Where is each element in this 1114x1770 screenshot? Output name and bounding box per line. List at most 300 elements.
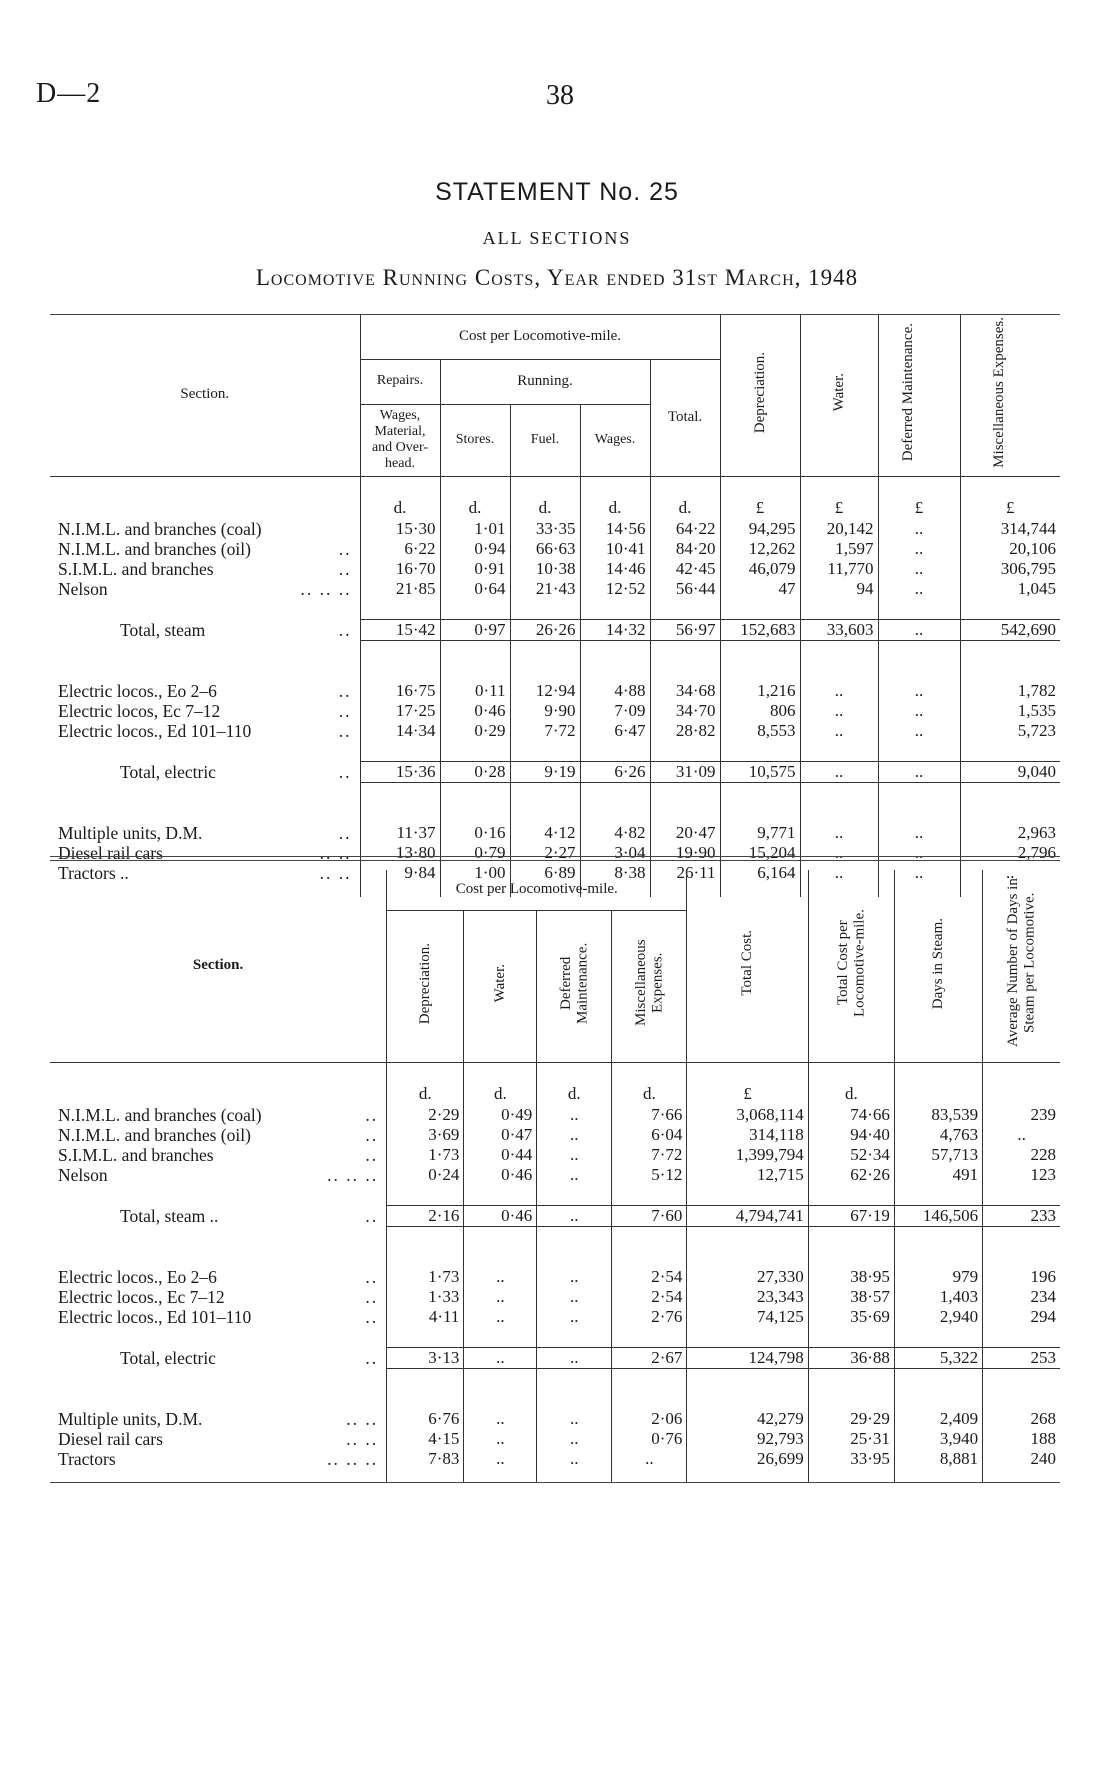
table-cell: 33,603 [800, 619, 878, 640]
table-cell: 7·66 [612, 1105, 687, 1125]
table-cell: 33·95 [808, 1449, 894, 1469]
table-cell: 52·34 [808, 1145, 894, 1165]
table-cell: 0·49 [464, 1105, 537, 1125]
table-cell: 12,715 [687, 1165, 808, 1185]
table-cell: 0·94 [440, 539, 510, 559]
misc-expenses-header: Miscellaneous Expenses. [960, 314, 1060, 476]
table-cell: 806 [720, 701, 800, 721]
running-costs-table-1 [50, 314, 1060, 897]
table-row [50, 823, 1060, 843]
table-row [50, 559, 1060, 579]
table-cell: .. [537, 1205, 612, 1226]
unit-label: £ [720, 497, 800, 519]
table-row [50, 1267, 1060, 1287]
table-cell: 19·90 [650, 843, 720, 863]
table-cell: 1·01 [440, 519, 510, 539]
unit-label: d. [510, 497, 580, 519]
table-cell: 31·09 [650, 761, 720, 782]
row-label: Multiple units, D.M. .. .. [50, 1409, 387, 1429]
table-cell: 46,079 [720, 559, 800, 579]
table-cell: 83,539 [894, 1105, 982, 1125]
table-cell: 314,744 [960, 519, 1060, 539]
unit-label: d. [360, 497, 440, 519]
table-row [50, 1165, 1060, 1185]
table-cell: 34·68 [650, 681, 720, 701]
row-label: Electric locos, Ec 7–12 .. [50, 701, 360, 721]
table-row [50, 1449, 1060, 1469]
table-cell: 188 [983, 1429, 1060, 1449]
table-cell: 123 [983, 1165, 1060, 1185]
table-cell: .. [983, 1125, 1060, 1145]
table-cell: 2·29 [387, 1105, 464, 1125]
table-cell: 2,963 [960, 823, 1060, 843]
table-cell: 15·42 [360, 619, 440, 640]
table-cell: .. [878, 721, 960, 741]
table-cell: .. [878, 843, 960, 863]
table-row [50, 721, 1060, 741]
table-cell: 979 [894, 1267, 982, 1287]
leader-dots: .. [338, 619, 352, 640]
unit-label: £ [687, 1083, 808, 1105]
table-cell: 2·67 [612, 1347, 687, 1368]
table-row [50, 681, 1060, 701]
units-row [50, 497, 1060, 519]
table-cell: .. [800, 721, 878, 741]
table-cell: .. [537, 1267, 612, 1287]
table-cell: .. [464, 1307, 537, 1327]
row-label: Electric locos., Eo 2–6 .. [50, 1267, 387, 1287]
table-cell: .. [537, 1105, 612, 1125]
table-cell: 35·69 [808, 1307, 894, 1327]
table-cell: .. [537, 1429, 612, 1449]
table-cell: 152,683 [720, 619, 800, 640]
table-cell: 33·35 [510, 519, 580, 539]
table-cell: 9·84 [360, 863, 440, 883]
table-cell: .. [464, 1347, 537, 1368]
table-cell: 6·26 [580, 761, 650, 782]
table-cell: .. [464, 1409, 537, 1429]
table-cell: 1,597 [800, 539, 878, 559]
unit-label [894, 1083, 982, 1105]
table-cell: 16·70 [360, 559, 440, 579]
separator-rule-b [50, 860, 1060, 861]
table-cell: 124,798 [687, 1347, 808, 1368]
table-cell: 13·80 [360, 843, 440, 863]
table-cell: 8,881 [894, 1449, 982, 1469]
table-cell: 0·46 [464, 1165, 537, 1185]
table-cell: 38·57 [808, 1287, 894, 1307]
table-cell: 6·89 [510, 863, 580, 883]
table-cell: 4·11 [387, 1307, 464, 1327]
leader-dots: .. .. .. [327, 1164, 379, 1185]
leader-dots: .. [338, 700, 352, 721]
table-cell: .. [800, 681, 878, 701]
table-cell: 2·76 [612, 1307, 687, 1327]
row-label: Tractors .. .. .. [50, 863, 360, 883]
total-header: Total. [650, 359, 720, 476]
depreciation-header-2: Depreciation. [387, 910, 464, 1062]
table-cell: 38·95 [808, 1267, 894, 1287]
table-cell: .. [878, 761, 960, 782]
table-cell: 306,795 [960, 559, 1060, 579]
row-label: N.I.M.L. and branches (oil) .. [50, 1125, 387, 1145]
table-cell: 253 [983, 1347, 1060, 1368]
table-cell: 7·60 [612, 1205, 687, 1226]
table-row [50, 1307, 1060, 1327]
table-cell: 6,164 [720, 863, 800, 883]
row-label: Electric locos., Ec 7–12 .. [50, 1287, 387, 1307]
avg-days-header: Average Number of Days in Steam per Locomotive. [983, 870, 1060, 1062]
water-header-2: Water. [464, 910, 537, 1062]
wages-header: Wages. [580, 404, 650, 476]
deferred-maintenance-header-2: Deferred Maintenance. [537, 910, 612, 1062]
table-cell: 7·72 [612, 1145, 687, 1165]
table-cell: 2,940 [894, 1307, 982, 1327]
table-cell: 14·46 [580, 559, 650, 579]
row-label: N.I.M.L. and branches (oil) .. [50, 539, 360, 559]
table-cell: .. [878, 519, 960, 539]
table-cell: 491 [894, 1165, 982, 1185]
table-cell: 4·15 [387, 1429, 464, 1449]
table-cell: 1·73 [387, 1267, 464, 1287]
table-cell: 25·31 [808, 1429, 894, 1449]
table-cell: 12,262 [720, 539, 800, 559]
table-cell: 268 [983, 1409, 1060, 1429]
table-cell: 8,553 [720, 721, 800, 741]
table-cell: .. [612, 1449, 687, 1469]
leader-dots: .. .. [346, 1428, 379, 1449]
row-label: Diesel rail cars .. .. [50, 843, 360, 863]
table-2-body [50, 1062, 1060, 1483]
table-cell: 1,782 [960, 681, 1060, 701]
table-cell: 12·94 [510, 681, 580, 701]
table-cell: 3,068,114 [687, 1105, 808, 1125]
table-cell: .. [960, 863, 1060, 883]
table-cell: 4·12 [510, 823, 580, 843]
table-cell: 0·91 [440, 559, 510, 579]
table-cell: .. [464, 1429, 537, 1449]
total-row [50, 619, 1060, 640]
table-cell: 20,106 [960, 539, 1060, 559]
table-cell: 7·83 [387, 1449, 464, 1469]
table-cell: 21·85 [360, 579, 440, 599]
cost-per-mile-header: Cost per Locomotive-mile. [360, 314, 720, 359]
row-label: Electric locos., Eo 2–6 .. [50, 681, 360, 701]
table-cell: 16·75 [360, 681, 440, 701]
table-cell: .. [537, 1307, 612, 1327]
table-cell: 2·54 [612, 1287, 687, 1307]
table-cell: 234 [983, 1287, 1060, 1307]
unit-label: d. [537, 1083, 612, 1105]
table-cell: 0·46 [440, 701, 510, 721]
deferred-maintenance-header: Deferred Maintenance. [878, 314, 960, 476]
table-cell: 17·25 [360, 701, 440, 721]
table-cell: 20,142 [800, 519, 878, 539]
table-cell: 84·20 [650, 539, 720, 559]
table-cell: 1,403 [894, 1287, 982, 1307]
table-cell: .. [800, 843, 878, 863]
table-cell: 1·00 [440, 863, 510, 883]
stores-header: Stores. [440, 404, 510, 476]
leader-dots: .. .. .. [327, 1448, 379, 1469]
leader-dots: .. [338, 680, 352, 701]
table-cell: 11,770 [800, 559, 878, 579]
table-cell: 196 [983, 1267, 1060, 1287]
fuel-header: Fuel. [510, 404, 580, 476]
table-cell: 239 [983, 1105, 1060, 1125]
table-cell: 15,204 [720, 843, 800, 863]
table-cell: 6·04 [612, 1125, 687, 1145]
table-cell: 3,940 [894, 1429, 982, 1449]
table-cell: .. [537, 1347, 612, 1368]
table-cell: 64·22 [650, 519, 720, 539]
unit-label [983, 1083, 1060, 1105]
table-cell: 6·47 [580, 721, 650, 741]
table-cell: 2,409 [894, 1409, 982, 1429]
table-cell: .. [537, 1145, 612, 1165]
table-cell: 7·09 [580, 701, 650, 721]
running-header: Running. [440, 359, 650, 404]
table-cell: .. [464, 1267, 537, 1287]
table-cell: 94·40 [808, 1125, 894, 1145]
table-cell: 0·29 [440, 721, 510, 741]
table-row [50, 519, 1060, 539]
unit-label: d. [808, 1083, 894, 1105]
table-cell: 0·79 [440, 843, 510, 863]
table-cell: .. [878, 823, 960, 843]
table-row [50, 539, 1060, 559]
row-label: N.I.M.L. and branches (coal) [58, 518, 262, 539]
leader-dots: .. [365, 1306, 379, 1327]
leader-dots: .. [365, 1266, 379, 1287]
leader-dots: .. [365, 1144, 379, 1165]
table-cell: 0·97 [440, 619, 510, 640]
table-cell: 28·82 [650, 721, 720, 741]
table-cell: 0·76 [612, 1429, 687, 1449]
table-cell: .. [878, 619, 960, 640]
section-header: Section. [50, 314, 360, 476]
table-cell: 29·29 [808, 1409, 894, 1429]
table-cell: 1,045 [960, 579, 1060, 599]
table-cell: 36·88 [808, 1347, 894, 1368]
table-cell: 26·11 [650, 863, 720, 883]
table-cell: 47 [720, 579, 800, 599]
table-cell: .. [800, 701, 878, 721]
table-cell: 2·16 [387, 1205, 464, 1226]
table-cell: 0·44 [464, 1145, 537, 1165]
sections-heading: ALL SECTIONS [482, 228, 632, 248]
row-label: Nelson .. .. .. [50, 1165, 387, 1185]
table-cell: 2·06 [612, 1409, 687, 1429]
row-label: Total, electric .. [50, 761, 360, 782]
repairs-header: Repairs. [360, 359, 440, 404]
table-cell: 9·19 [510, 761, 580, 782]
table-cell: .. [537, 1165, 612, 1185]
units-row [50, 1083, 1060, 1105]
row-label: Total, electric .. [50, 1347, 387, 1368]
table-cell: 3·04 [580, 843, 650, 863]
table-cell: 14·32 [580, 619, 650, 640]
leader-dots: .. [338, 538, 352, 559]
unit-label: d. [612, 1083, 687, 1105]
table-cell: 42·45 [650, 559, 720, 579]
table-cell: 294 [983, 1307, 1060, 1327]
section-header-2: Section. [50, 870, 387, 1062]
table-cell: 233 [983, 1205, 1060, 1226]
wages-material-header: Wages, Material, and Over-head. [360, 404, 440, 476]
table-cell: .. [800, 863, 878, 883]
table-cell: 0·24 [387, 1165, 464, 1185]
table-cell: 10,575 [720, 761, 800, 782]
table-row [50, 1409, 1060, 1429]
table-cell: 146,506 [894, 1205, 982, 1226]
statement-title: STATEMENT No. 25 [435, 178, 679, 206]
table-cell: 0·11 [440, 681, 510, 701]
table-cell: 7·72 [510, 721, 580, 741]
table-cell: 5,723 [960, 721, 1060, 741]
leader-dots: .. [338, 720, 352, 741]
unit-label: £ [960, 497, 1060, 519]
table-cell: 240 [983, 1449, 1060, 1469]
row-label: Electric locos., Ed 101–110 .. [50, 1307, 387, 1327]
table-cell: 67·19 [808, 1205, 894, 1226]
table-cell: 4·88 [580, 681, 650, 701]
table-cell: .. [878, 863, 960, 883]
table-cell: 14·34 [360, 721, 440, 741]
table-cell: 74,125 [687, 1307, 808, 1327]
row-label: Total, steam .. .. [50, 1205, 387, 1226]
table-cell: .. [464, 1287, 537, 1307]
table-cell: 0·47 [464, 1125, 537, 1145]
unit-label: £ [878, 497, 960, 519]
leader-dots: .. .. [319, 842, 352, 863]
table-cell: .. [878, 701, 960, 721]
table-cell: 34·70 [650, 701, 720, 721]
table-cell: 12·52 [580, 579, 650, 599]
leader-dots: .. .. [319, 862, 352, 883]
unit-label: £ [800, 497, 878, 519]
unit-label: d. [464, 1083, 537, 1105]
table-cell: .. [537, 1449, 612, 1469]
unit-label: d. [580, 497, 650, 519]
table-cell: 0·28 [440, 761, 510, 782]
row-label: Diesel rail cars .. .. [50, 1429, 387, 1449]
table-cell: 15·36 [360, 761, 440, 782]
row-label: Total, steam .. [50, 619, 360, 640]
leader-dots: .. [365, 1286, 379, 1307]
unit-label: d. [650, 497, 720, 519]
table-cell: 9,771 [720, 823, 800, 843]
table-cell: 92,793 [687, 1429, 808, 1449]
table-cell: 14·56 [580, 519, 650, 539]
table-row [50, 1105, 1060, 1125]
table-cell: 5·12 [612, 1165, 687, 1185]
depreciation-header: Depreciation. [720, 314, 800, 476]
table-cell: .. [464, 1449, 537, 1469]
misc-expenses-header-2: Miscellaneous Expenses. [612, 910, 687, 1062]
leader-dots: .. [338, 761, 352, 782]
table-cell: 26·26 [510, 619, 580, 640]
table-cell: .. [537, 1287, 612, 1307]
table-cell: 21·43 [510, 579, 580, 599]
total-cost-header: Total Cost. [687, 870, 808, 1062]
page-section-mark: D—2 [36, 78, 102, 109]
table-cell: 42,279 [687, 1409, 808, 1429]
table-row [50, 1145, 1060, 1165]
table-cell: .. [878, 579, 960, 599]
water-header: Water. [800, 314, 878, 476]
unit-label: d. [387, 1083, 464, 1105]
table-cell: 11·37 [360, 823, 440, 843]
unit-label: d. [440, 497, 510, 519]
row-label: S.I.M.L. and branches .. [50, 1145, 387, 1165]
table-cell: 0·16 [440, 823, 510, 843]
table-cell: 2·27 [510, 843, 580, 863]
row-label: Nelson .. .. .. [50, 579, 360, 599]
table-cell: 56·44 [650, 579, 720, 599]
table-cell: 1·73 [387, 1145, 464, 1165]
days-in-steam-header: Days in Steam. [894, 870, 982, 1062]
table-cell: 9,040 [960, 761, 1060, 782]
table-cell: 26,699 [687, 1449, 808, 1469]
table-cell: 6·22 [360, 539, 440, 559]
table-cell: 15·30 [360, 519, 440, 539]
running-costs-table-2 [50, 870, 1060, 1483]
leader-dots: .. [365, 1124, 379, 1145]
table-cell: 20·47 [650, 823, 720, 843]
table-cell: 1,535 [960, 701, 1060, 721]
table-cell: .. [800, 761, 878, 782]
table-cell: 9·90 [510, 701, 580, 721]
leader-dots: .. .. .. [300, 578, 352, 599]
table-row [50, 1287, 1060, 1307]
table-cell: 23,343 [687, 1287, 808, 1307]
table-cell: 3·69 [387, 1125, 464, 1145]
table-cell: 94,295 [720, 519, 800, 539]
table-cell: .. [537, 1409, 612, 1429]
leader-dots: .. [365, 1205, 379, 1226]
table-cell: 4·82 [580, 823, 650, 843]
row-label: Multiple units, D.M. .. [50, 823, 360, 843]
table-cell: 6·76 [387, 1409, 464, 1429]
table-cell: .. [878, 559, 960, 579]
row-label: Electric locos., Ed 101–110 .. [50, 721, 360, 741]
cost-per-mile-header-2: Cost per Locomotive-mile. [387, 870, 687, 910]
table-cell: 542,690 [960, 619, 1060, 640]
leader-dots: .. .. [346, 1408, 379, 1429]
table-1-body [50, 476, 1060, 897]
table-cell: 56·97 [650, 619, 720, 640]
leader-dots: .. [365, 1347, 379, 1368]
document-title: Locomotive Running Costs, Year ended 31st March, 1948 [255, 265, 859, 290]
table-cell: 5,322 [894, 1347, 982, 1368]
table-cell: 314,118 [687, 1125, 808, 1145]
table-cell: 2,796 [960, 843, 1060, 863]
table-cell: 10·38 [510, 559, 580, 579]
table-cell: 2·54 [612, 1267, 687, 1287]
table-cell: 1·33 [387, 1287, 464, 1307]
table-cell: 3·13 [387, 1347, 464, 1368]
row-label: S.I.M.L. and branches .. [50, 559, 360, 579]
table-cell: 66·63 [510, 539, 580, 559]
table-cell: 8·38 [580, 863, 650, 883]
row-label: N.I.M.L. and branches (coal) .. [50, 1105, 387, 1125]
table-cell: 0·46 [464, 1205, 537, 1226]
table-cell: 228 [983, 1145, 1060, 1165]
table-cell: 27,330 [687, 1267, 808, 1287]
table-cell: 74·66 [808, 1105, 894, 1125]
table-row [50, 1125, 1060, 1145]
